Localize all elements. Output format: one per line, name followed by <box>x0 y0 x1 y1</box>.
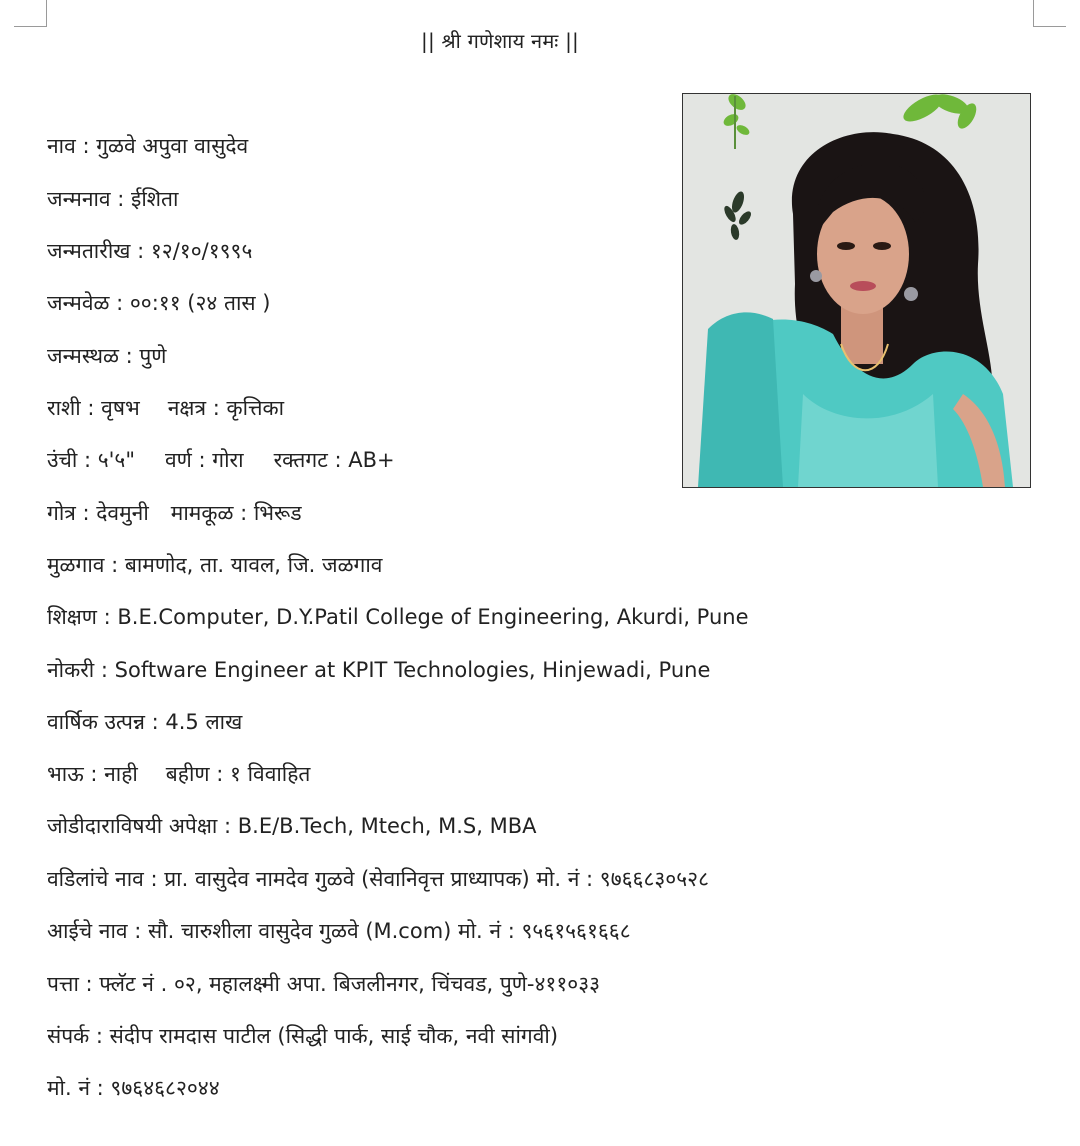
detail-siblings <box>47 758 310 790</box>
detail-nakshatra: नक्षत्र : कृत्तिका <box>167 396 285 420</box>
detail-partner-expectation: जोडीदाराविषयी अपेक्षा : B.E/B.Tech, Mtech, M.S, MBA <box>47 814 537 838</box>
detail-annual-income: वार्षिक उत्पन्न : 4.5 लाख <box>47 710 243 734</box>
detail-birth-name: जन्मनाव : ईशिता <box>47 187 179 211</box>
detail-contact-person: संपर्क : संदीप रामदास पाटील (सिद्धी पार्क, साई चौक, नवी सांगवी) <box>47 1024 559 1048</box>
detail-height-complexion-blood <box>47 444 395 476</box>
detail-address: पत्ता : फ्लॅट नं . ०२, महालक्ष्मी अपा. बिजलीनगर, चिंचवड, पुणे-४११०३३ <box>47 972 601 996</box>
detail-height: उंची : ५'५" <box>47 448 135 472</box>
detail-rashi-nakshatra <box>47 392 284 424</box>
detail-sister: बहीण : १ विवाहित <box>165 762 311 786</box>
detail-occupation: नोकरी : Software Engineer at KPIT Technologies, Hinjewadi, Pune <box>47 658 711 682</box>
detail-birth-time: जन्मवेळ : ००:११ (२४ तास ) <box>47 291 271 315</box>
detail-mother: आईचे नाव : सौ. चारुशीला वासुदेव गुळवे (M.com) मो. नं : ९५६१५६१६६८ <box>47 919 631 943</box>
profile-photo <box>682 93 1031 488</box>
detail-name: नाव : गुळवे अपुवा वासुदेव <box>47 134 249 158</box>
detail-brother: भाऊ : नाही <box>47 762 138 786</box>
page-header-invocation: || श्री गणेशाय नमः || <box>421 29 579 53</box>
detail-complexion: वर्ण : गोरा <box>164 448 244 472</box>
detail-native-place: मुळगाव : बामणोद, ता. यावल, जि. जळगाव <box>47 553 383 577</box>
detail-mamakul: मामकूळ : भिरूड <box>170 501 302 525</box>
detail-contact-mobile: मो. नं : ९७६४६८२०४४ <box>47 1076 220 1100</box>
detail-rashi: राशी : वृषभ <box>47 396 140 420</box>
detail-education: शिक्षण : B.E.Computer, D.Y.Patil College of Engineering, Akurdi, Pune <box>47 605 749 629</box>
detail-gotra-mamakul <box>47 497 302 529</box>
page-corner-mark-right <box>1033 0 1066 27</box>
detail-birth-place: जन्मस्थळ : पुणे <box>47 344 167 368</box>
detail-gotra: गोत्र : देवमुनी <box>47 501 149 525</box>
detail-father: वडिलांचे नाव : प्रा. वासुदेव नामदेव गुळवे (सेवानिवृत्त प्राध्यापक) मो. नं : ९७६६८३०५२८ <box>47 867 709 891</box>
page-corner-mark-left <box>14 0 47 27</box>
detail-birth-date: जन्मतारीख : १२/१०/१९९५ <box>47 239 253 263</box>
detail-blood-group: रक्तगट : AB+ <box>273 448 395 472</box>
